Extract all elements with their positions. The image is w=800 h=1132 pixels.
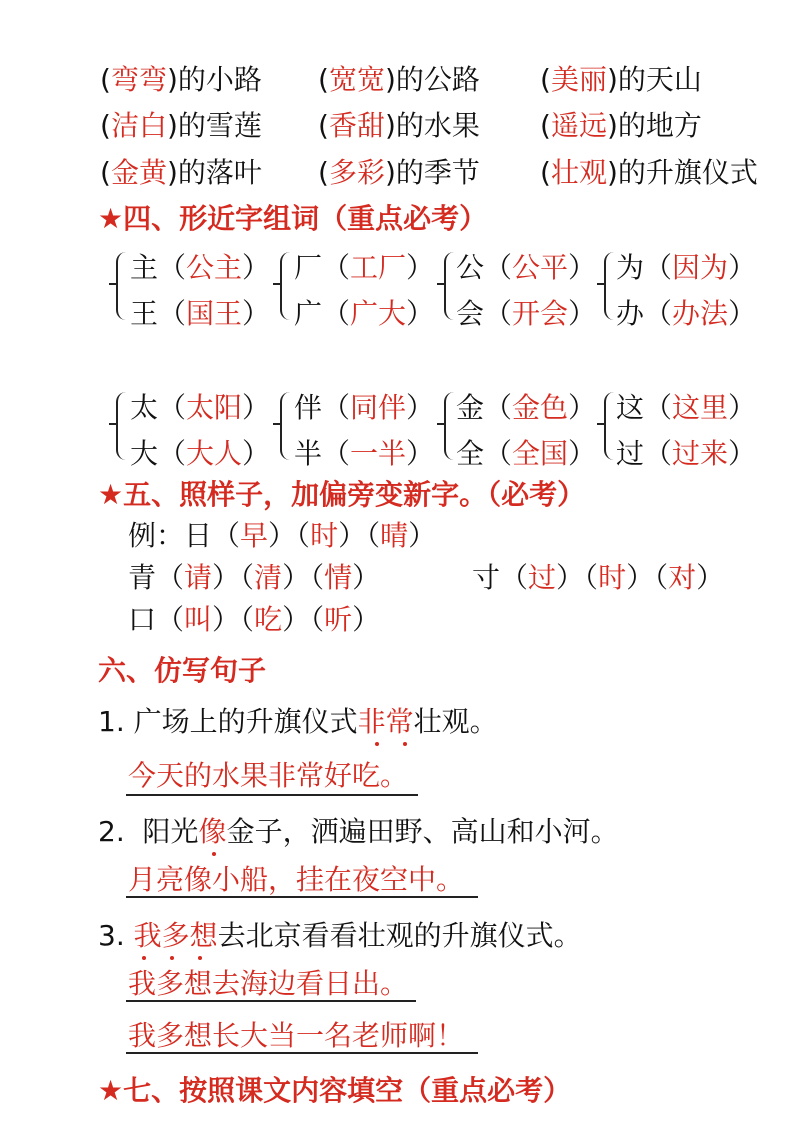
- char-item: 全（全国）: [456, 437, 597, 470]
- char-item: 过（过来）: [616, 437, 757, 470]
- phrase-rest: 的水果: [395, 109, 480, 142]
- emphasis-dot-icon: [375, 742, 379, 746]
- answer-underline: [126, 1052, 478, 1054]
- sentence-3: 3. 我多想去北京看看壮观的升旗仪式。: [98, 919, 582, 952]
- answer-2: 月亮像小船，挂在夜空中。: [128, 863, 465, 896]
- radical-row: 青（请）（清）（情）: [128, 561, 381, 594]
- emphasis-dot-icon: [212, 852, 216, 856]
- section6-title: 六、仿写句子: [98, 654, 267, 687]
- brace-icon: [116, 252, 130, 320]
- char-item: 大（大人）: [130, 437, 271, 470]
- phrase-rest: 的天山: [617, 63, 702, 96]
- brace-icon: [280, 252, 294, 320]
- phrase-item: (弯弯)的小路: [100, 63, 262, 96]
- char-item: 为（因为）: [616, 251, 757, 284]
- phrase-answer: 香甜: [328, 109, 385, 142]
- phrase-rest: 的地方: [617, 109, 702, 142]
- char-item: 金（金色）: [456, 391, 597, 424]
- answer-3b: 我多想长大当一名老师啊！: [128, 1019, 465, 1052]
- char-item: 广（广大）: [294, 297, 435, 330]
- answer-underline: [126, 794, 418, 796]
- phrase-answer: 壮观: [550, 156, 607, 189]
- phrase-answer: 遥远: [550, 109, 607, 142]
- answer-underline: [126, 1000, 416, 1002]
- brace-icon: [116, 392, 130, 460]
- section4-title: ★四、形近字组词（重点必考）: [98, 202, 488, 235]
- emphasis-dot-icon: [198, 956, 202, 960]
- phrase-item: (金黄)的落叶: [100, 156, 262, 189]
- example-row: 例：日（早）（时）（晴）: [128, 519, 437, 552]
- keyword: 非常: [357, 705, 414, 738]
- section5-title: ★五、照样子，加偏旁变新字。（必考）: [98, 478, 586, 511]
- phrase-item: (壮观)的升旗仪式: [540, 156, 758, 189]
- keyword: 像: [198, 815, 227, 848]
- char-item: 王（国王）: [130, 297, 271, 330]
- phrase-answer: 金黄: [110, 156, 167, 189]
- char-item: 半（一半）: [294, 437, 435, 470]
- phrase-item: (美丽)的天山: [540, 63, 702, 96]
- answer-underline: [126, 896, 478, 898]
- phrase-item: (香甜)的水果: [318, 109, 480, 142]
- answer-1: 今天的水果非常好吃。: [128, 759, 409, 792]
- sentence-2: 2. 阳光像金子，洒遍田野、高山和小河。: [98, 815, 619, 848]
- char-item: 伴（同伴）: [294, 391, 435, 424]
- phrase-rest: 的小路: [177, 63, 262, 96]
- char-item: 公（公平）: [456, 251, 597, 284]
- phrase-rest: 的季节: [395, 156, 480, 189]
- phrase-item: (遥远)的地方: [540, 109, 702, 142]
- phrase-answer: 美丽: [550, 63, 607, 96]
- phrase-rest: 的公路: [395, 63, 480, 96]
- char-item: 会（开会）: [456, 297, 597, 330]
- emphasis-dot-icon: [170, 956, 174, 960]
- char-item: 太（太阳）: [130, 391, 271, 424]
- phrase-answer: 洁白: [110, 109, 167, 142]
- char-item: 办（办法）: [616, 297, 757, 330]
- phrase-rest: 的雪莲: [177, 109, 262, 142]
- phrase-answer: 多彩: [328, 156, 385, 189]
- char-item: 这（这里）: [616, 391, 757, 424]
- phrase-rest: 的落叶: [177, 156, 262, 189]
- radical-row: 口（叫）（吃）（听）: [128, 603, 381, 636]
- answer-3a: 我多想去海边看日出。: [128, 967, 409, 1000]
- sentence-1: 1. 广场上的升旗仪式非常壮观。: [98, 705, 498, 738]
- phrase-answer: 宽宽: [328, 63, 385, 96]
- phrase-item: (洁白)的雪莲: [100, 109, 262, 142]
- radical-row: 寸（过）（时）（对）: [472, 561, 725, 594]
- brace-icon: [280, 392, 294, 460]
- keyword: 我多想: [133, 919, 218, 952]
- phrase-item: (多彩)的季节: [318, 156, 480, 189]
- char-item: 厂（工厂）: [294, 251, 435, 284]
- phrase-item: (宽宽)的公路: [318, 63, 480, 96]
- char-item: 主（公主）: [130, 251, 271, 284]
- emphasis-dot-icon: [403, 742, 407, 746]
- example-label: 例：日: [128, 519, 213, 552]
- section7-title: ★七、按照课文内容填空（重点必考）: [98, 1074, 572, 1107]
- phrase-answer: 弯弯: [110, 63, 167, 96]
- phrase-rest: 的升旗仪式: [617, 156, 758, 189]
- emphasis-dot-icon: [142, 956, 146, 960]
